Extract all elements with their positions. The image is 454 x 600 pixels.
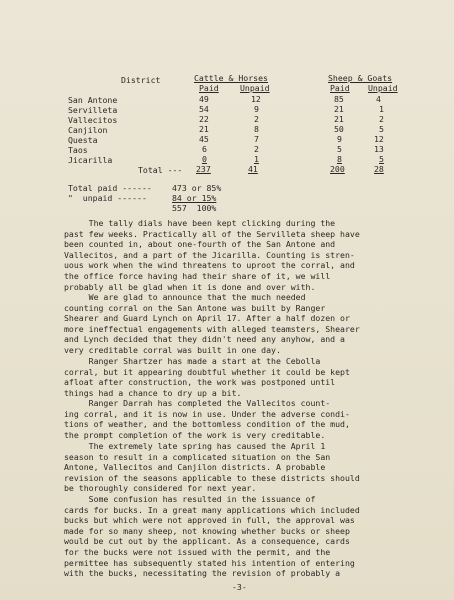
text-line: bucks but which were not approved in full, the approval was — [64, 515, 355, 526]
summary-paid-value: 473 or 85% — [172, 183, 222, 193]
total-label: Total --- — [138, 165, 183, 175]
text-line: Ranger Shartzer has made a start at the Cebolla — [64, 356, 321, 366]
text-line: ing corral, and it is now in use. Under the adverse condi- — [64, 408, 350, 419]
cattle-unpaid: 8 — [254, 124, 259, 134]
text-line: with the bucks, necessitating the revision of probably a — [64, 568, 341, 579]
summary-unpaid-value: 84 or 15% — [172, 193, 217, 203]
sheep-unpaid: 5 — [379, 154, 384, 164]
sheep-paid: 85 — [334, 94, 344, 104]
total-cattle-unpaid: 41 — [248, 164, 258, 174]
cattle-paid: 22 — [199, 114, 209, 124]
subheader-cattle-unpaid: Unpaid — [240, 83, 270, 93]
text-line: made for so many sheep, not knowing whether bucks or sheep — [64, 525, 350, 536]
header-cattle-horses: Cattle & Horses — [194, 73, 268, 83]
header-sheep-goats: Sheep & Goats — [328, 73, 393, 83]
text-line: tions of weather, and the bottomless condition of the mud, — [64, 419, 350, 430]
page-number: -3- — [232, 582, 247, 592]
text-line: Shearer and Guard Lynch on April 17. After a half dozen or — [64, 313, 350, 324]
text-line: revision of the seasons applicable to these districts should — [64, 472, 360, 483]
paragraph-buck-cards — [64, 494, 420, 579]
text-line: very creditable corral was built in one day. — [64, 344, 281, 355]
cattle-unpaid: 2 — [254, 144, 259, 154]
text-line: would be cut out by the applicant. As a consequence, cards — [64, 536, 350, 547]
text-line: Vallecitos, and a part of the Jicarilla. Counting is stren- — [64, 249, 355, 260]
subheader-cattle-paid: Paid — [199, 83, 219, 93]
text-line: Ranger Darrah has completed the Vallecitos count- — [64, 398, 331, 408]
text-line: We are glad to announce that the much needed — [64, 292, 306, 302]
cattle-paid: 21 — [199, 124, 209, 134]
text-line: cards for bucks. In a great many applications which included — [64, 504, 360, 515]
text-line: things had a chance to dry up a bit. — [64, 387, 242, 398]
text-line: be thoroughly considered for next year. — [64, 483, 257, 494]
cattle-paid: 6 — [202, 144, 207, 154]
sheep-unpaid: 12 — [374, 134, 384, 144]
text-line: and Lynch decided that they didn't need any anyhow, and a — [64, 334, 345, 345]
total-sheep-paid: 200 — [330, 164, 345, 174]
total-cattle-paid: 237 — [196, 164, 211, 174]
sheep-paid: 21 — [334, 114, 344, 124]
paragraph-vallecitos-corral — [64, 398, 420, 440]
text-line: the prompt completion of the work is very creditable. — [64, 429, 326, 440]
paragraph-tally — [64, 218, 420, 292]
text-line: permittee has subsequently stated his intention of entering — [64, 557, 355, 568]
district-name: Jicarilla — [68, 155, 113, 165]
district-name: Taos — [68, 145, 88, 155]
text-line: Some confusion has resulted in the issuance of — [64, 494, 316, 504]
cattle-paid: 49 — [199, 94, 209, 104]
text-line: season to result in a complicated situation on the San — [64, 451, 331, 462]
subheader-sheep-unpaid: Unpaid — [368, 83, 398, 93]
text-line: past few weeks. Practically all of the Servilleta sheep have — [64, 228, 360, 239]
summary-paid-label: Total paid ------ — [68, 183, 152, 193]
district-name: Canjilon — [68, 125, 108, 135]
sheep-unpaid: 2 — [379, 114, 384, 124]
sheep-paid: 50 — [334, 124, 344, 134]
text-line: The tally dials have been kept clicking during the — [64, 218, 336, 228]
sheep-paid: 8 — [337, 154, 342, 164]
paragraph-san-antone-corral — [64, 292, 420, 356]
text-line: been counted in, about one-fourth of the San Antone and — [64, 239, 336, 250]
district-name: Vallecitos — [68, 115, 118, 125]
cattle-unpaid: 2 — [254, 114, 259, 124]
text-line: Antone, Vallecitos and Canjilon districts. A probable — [64, 462, 326, 473]
text-line: the office force having had their share of it, we will — [64, 270, 331, 281]
cattle-paid: 54 — [199, 104, 209, 114]
sheep-paid: 9 — [337, 134, 342, 144]
header-district: District — [121, 75, 161, 85]
text-line: afloat after construction, the work was postponed until — [64, 377, 336, 388]
cattle-unpaid: 12 — [251, 94, 261, 104]
district-name: San Antone — [68, 95, 118, 105]
cattle-paid: 0 — [202, 154, 207, 164]
sheep-paid: 21 — [334, 104, 344, 114]
text-line: counting corral on the San Antone was built by Ranger — [64, 302, 326, 313]
subheader-sheep-paid: Paid — [330, 83, 350, 93]
cattle-unpaid: 7 — [254, 134, 259, 144]
text-line: for the bucks were not issued with the permit, and the — [64, 546, 331, 557]
cattle-paid: 45 — [199, 134, 209, 144]
sheep-unpaid: 4 — [376, 94, 381, 104]
cattle-unpaid: 9 — [254, 104, 259, 114]
sheep-paid: 5 — [337, 144, 342, 154]
paragraph-cebolla-corral — [64, 356, 420, 398]
cattle-unpaid: 1 — [254, 154, 259, 164]
sheep-unpaid: 5 — [379, 124, 384, 134]
paragraph-late-spring — [64, 441, 420, 494]
sheep-unpaid: 1 — [379, 104, 384, 114]
district-name: Questa — [68, 135, 98, 145]
text-line: uous work when the wind threatens to uproot the corral, and — [64, 260, 355, 271]
summary-unpaid-label: " unpaid ------ — [68, 193, 147, 203]
sheep-unpaid: 13 — [374, 144, 384, 154]
total-sheep-unpaid: 28 — [374, 164, 384, 174]
text-line: probably all be glad when it is done and over with. — [64, 281, 316, 292]
summary-sum-value: 557 100% — [172, 203, 217, 213]
text-line: corral, but it appearing doubtful whether it could be kept — [64, 366, 350, 377]
text-line: more ineffectual engagements with alleged teamsters, Shearer — [64, 323, 360, 334]
text-line: The extremely late spring has caused the April 1 — [64, 441, 326, 451]
district-name: Servilleta — [68, 105, 118, 115]
